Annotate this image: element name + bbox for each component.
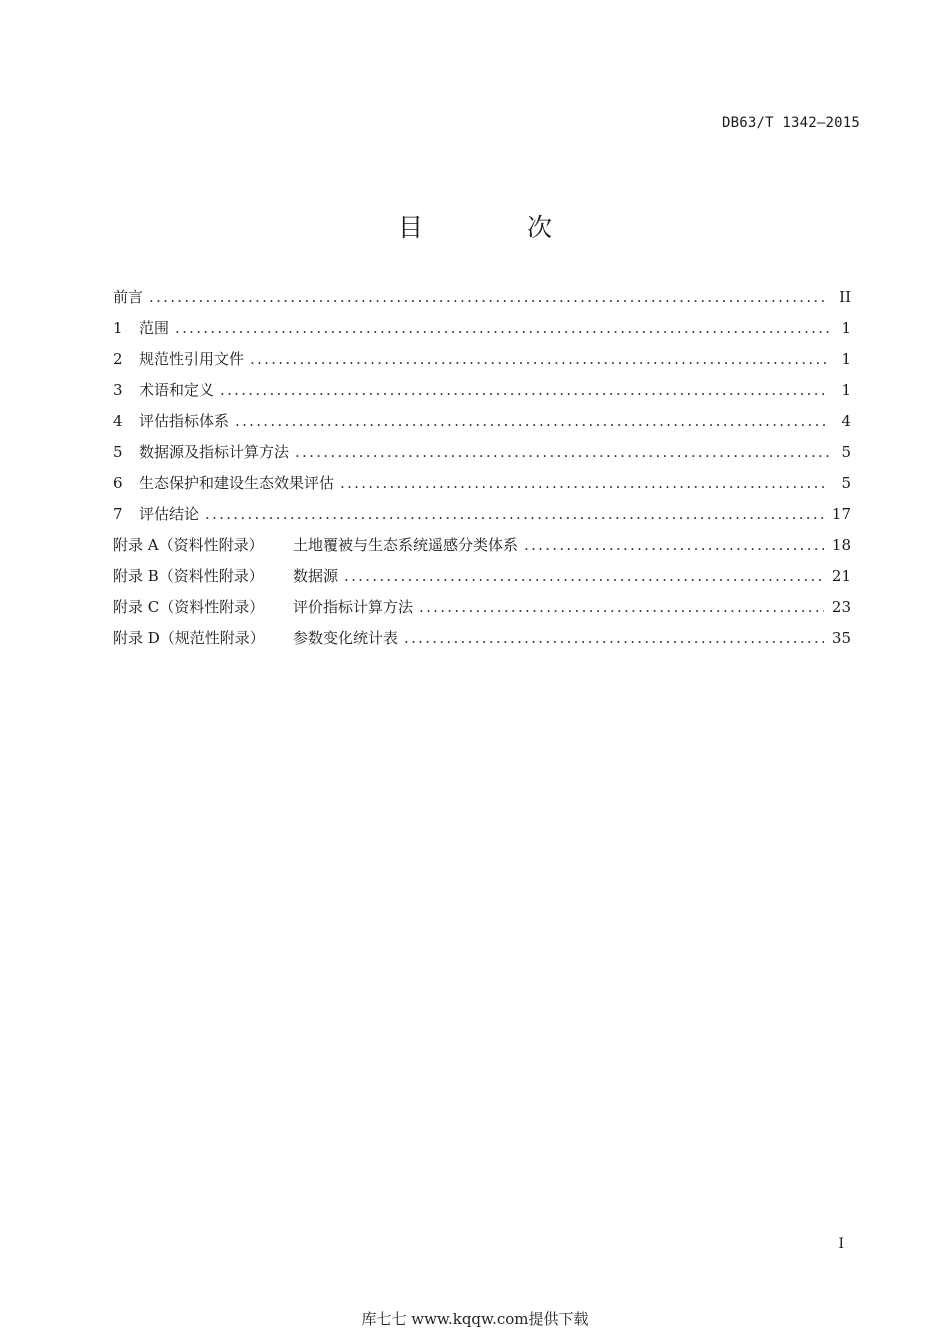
- toc-entry-number: 2: [113, 350, 123, 368]
- toc-entry-page: 1: [841, 381, 851, 399]
- toc-entry-4[interactable]: [113, 410, 851, 441]
- page-number: I: [838, 1236, 844, 1252]
- toc-entry-label: 规范性引用文件: [139, 350, 245, 368]
- toc-entry-number: 6: [113, 474, 123, 492]
- toc-entry-label: 土地覆被与生态系统遥感分类体系: [293, 536, 519, 554]
- toc-leader-dots: [205, 505, 824, 523]
- toc-entry-5[interactable]: [113, 441, 851, 472]
- toc-leader-dots: [175, 319, 829, 337]
- toc-entry-label: 前言: [113, 288, 144, 306]
- toc-leader-dots: [250, 350, 829, 368]
- toc-entry-3[interactable]: [113, 379, 851, 410]
- download-watermark: 库七七 www.kqqw.com提供下载: [361, 1310, 589, 1328]
- toc-appendix-prefix: 附录 A（资料性附录）: [113, 536, 264, 554]
- toc-entry-page: II: [839, 288, 851, 306]
- toc-entry-label: 范围: [139, 319, 170, 337]
- toc-entry-label: 生态保护和建设生态效果评估: [139, 474, 335, 492]
- toc-entry-label: 术语和定义: [139, 381, 215, 399]
- toc-leader-dots: [340, 474, 829, 492]
- toc-entry-label: 评估指标体系: [139, 412, 230, 430]
- toc-leader-dots: [149, 288, 829, 306]
- toc-entry-label: 数据源: [293, 567, 339, 585]
- toc-entry-page: 23: [831, 598, 851, 616]
- toc-appendix-prefix: 附录 B（资料性附录）: [113, 567, 264, 585]
- toc-entry-label: 数据源及指标计算方法: [139, 443, 290, 461]
- table-of-contents: [113, 286, 851, 658]
- toc-entry-number: 5: [113, 443, 123, 461]
- toc-entry-page: 5: [841, 474, 851, 492]
- toc-entry-label: 参数变化统计表: [293, 629, 399, 647]
- toc-entry-appendix-c[interactable]: [113, 596, 851, 627]
- toc-entry-1[interactable]: [113, 317, 851, 348]
- toc-appendix-prefix: 附录 D（规范性附录）: [113, 629, 265, 647]
- toc-entry-appendix-a[interactable]: [113, 534, 851, 565]
- toc-leader-dots: [235, 412, 829, 430]
- toc-entry-number: 7: [113, 505, 123, 523]
- toc-leader-dots: [419, 598, 824, 616]
- toc-leader-dots: [524, 536, 824, 554]
- toc-entry-page: 1: [841, 350, 851, 368]
- toc-entry-number: 3: [113, 381, 123, 399]
- toc-entry-7[interactable]: [113, 503, 851, 534]
- toc-entry-page: 5: [841, 443, 851, 461]
- toc-entry-2[interactable]: [113, 348, 851, 379]
- toc-leader-dots: [295, 443, 829, 461]
- toc-entry-page: 4: [841, 412, 851, 430]
- toc-entry-page: 18: [831, 536, 851, 554]
- toc-entry-number: 1: [113, 319, 123, 337]
- toc-leader-dots: [344, 567, 824, 585]
- toc-entry-6[interactable]: [113, 472, 851, 503]
- toc-entry-label: 评估结论: [139, 505, 200, 523]
- toc-entry-label: 评价指标计算方法: [293, 598, 414, 616]
- toc-entry-appendix-b[interactable]: [113, 565, 851, 596]
- toc-entry-page: 21: [831, 567, 851, 585]
- toc-entry-number: 4: [113, 412, 123, 430]
- toc-entry-preface[interactable]: [113, 286, 851, 317]
- toc-entry-page: 17: [831, 505, 851, 523]
- toc-leader-dots: [220, 381, 829, 399]
- toc-entry-appendix-d[interactable]: [113, 627, 851, 658]
- toc-entry-page: 1: [841, 319, 851, 337]
- page-title: 目 次: [398, 213, 600, 242]
- toc-appendix-prefix: 附录 C（资料性附录）: [113, 598, 265, 616]
- toc-leader-dots: [404, 629, 824, 647]
- toc-entry-page: 35: [831, 629, 851, 647]
- document-code: DB63/T 1342—2015: [721, 115, 860, 131]
